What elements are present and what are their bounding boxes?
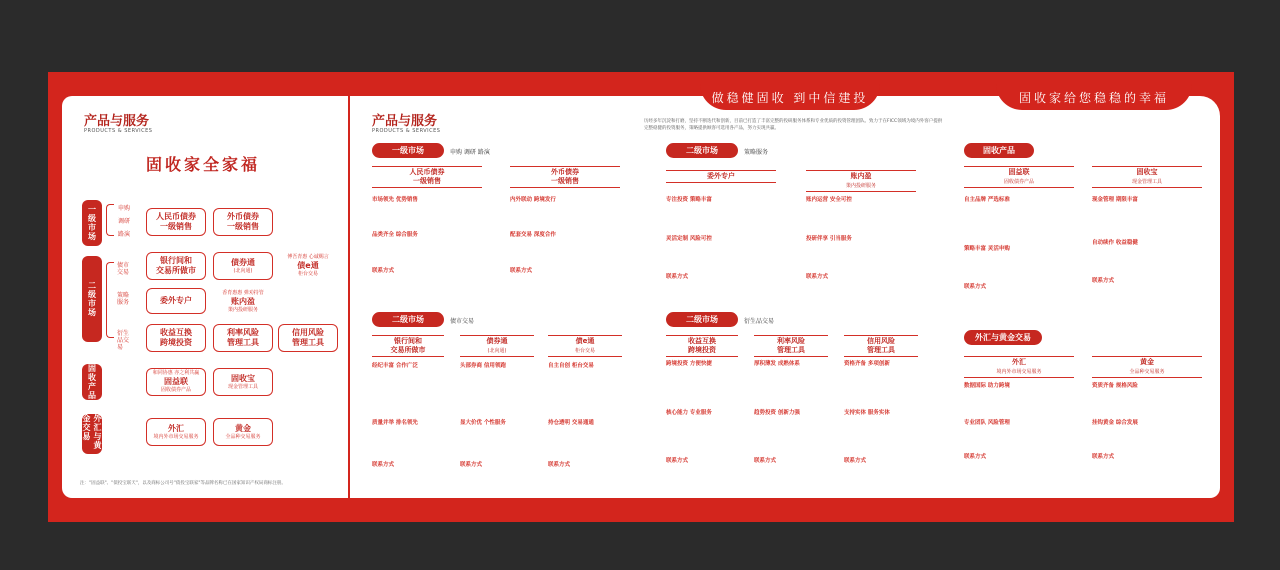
box-bond-link[interactable]: 债券通 (北向通): [213, 252, 273, 280]
cat-fixed: 固收产品: [82, 364, 102, 400]
col-head-outsource: 委外专户: [666, 170, 776, 183]
box-rate-risk[interactable]: 利率风险 管理工具: [213, 324, 273, 352]
box-income-swap[interactable]: 收益互换 跨境投资: [146, 324, 206, 352]
intro-text: 历经多年沉淀和打磨，坚持不断迭代和创新，目前已打造了丰富完整的投研服务体系和专业优质的投资管理团队。致力于在FICC领域为境内外客户提供完整稳健的投资服务，策略提供顾客可选用各产品，努力实现共赢。: [644, 119, 943, 132]
ribbon-slogan-2: 固收家给您稳稳的幸福: [996, 84, 1192, 110]
tag-secondary-desc: 债市交易: [450, 318, 475, 325]
tag-strategy-desc: 策略服务: [744, 149, 769, 156]
left-title-en: PRODUCTS & SERVICES: [84, 128, 153, 134]
col-head-rate: 利率风险 管理工具: [754, 335, 828, 357]
tag-derivatives: 二级市场: [666, 312, 738, 327]
tag-primary-desc: 申购 调研 路演: [450, 149, 490, 156]
box-zhangxiang[interactable]: 香育惠惠 弹劝持管 账内盈 策内投研服务: [222, 290, 264, 314]
cat-sub: 衍生品交易: [117, 330, 130, 352]
col-head-credit: 信用风险 管理工具: [844, 335, 918, 357]
col-head-rmb: 人民币债券 一级销售: [372, 166, 482, 188]
tag-strategy: 二级市场: [666, 143, 738, 158]
tag-secondary: 二级市场: [372, 312, 444, 327]
col-outsource: 专注投资 策略丰富 灵活定制 风险可控 联系方式: [666, 197, 712, 281]
col-credit: 资格齐备 多项创新 支持实体 服务实体 联系方式: [844, 361, 890, 465]
box-guyi[interactable]: 和同协惠 亦之利共赢 固益联 固收债券产品: [146, 368, 206, 396]
col-head-yiz: 债e通 柜台交易: [548, 335, 622, 357]
tag-primary: 一级市场: [372, 143, 444, 158]
col-head-bondlink: 债券通 (北向通): [460, 335, 534, 357]
brace: [106, 204, 114, 236]
cat-sub: 路演: [118, 231, 131, 238]
col-bondlink: 头部券商 信用领跑 显大价优 个性服务 联系方式: [460, 363, 506, 469]
col-head-swap: 收益互换 跨境投资: [666, 335, 738, 357]
cat-secondary: 二级市场: [82, 256, 102, 342]
tag-fxgold: 外汇与黄金交易: [964, 330, 1042, 345]
col-head-fxtrade: 外汇 境内外市场交易服务: [964, 356, 1074, 378]
brace: [106, 262, 114, 338]
box-gold[interactable]: 黄金 全品种交易服务: [213, 418, 273, 446]
cat-sub: 策略服务: [117, 292, 130, 307]
col-swap: 跨境投资 方便快捷 核心能力 专业服务 联系方式: [666, 361, 712, 465]
cat-primary: 一级市场: [82, 200, 102, 246]
footnote: 注："固益联"、"债投宝联天"，以及商标公司号"债投宝联家"等品牌名称已在国家知识产权局商标注册。: [80, 481, 286, 486]
col-yiz: 自主自创 柜台交易 持仓透明 交易通通 联系方式: [548, 363, 594, 469]
box-rmb-bond[interactable]: 人民币债券 一级销售: [146, 208, 206, 236]
col-fx: 内外联动 跨境发行 配套交易 深度合作 联系方式: [510, 197, 556, 275]
col-head-gold: 黄金 全品种交易服务: [1092, 356, 1202, 378]
right-title: 产品与服务: [372, 114, 438, 129]
col-rmb: 市场领先 优势销售 品类齐全 综合服务 联系方式: [372, 197, 418, 275]
right-title-en: PRODUCTS & SERVICES: [372, 128, 441, 134]
col-rate: 厚积薄发 成熟体系 趋势投资 创新力强 联系方式: [754, 361, 800, 465]
col-gold: 资质齐备 规格风险 挂钩黄金 综合发展 联系方式: [1092, 383, 1138, 461]
col-head-guyi: 固益联 固收债券产品: [964, 166, 1074, 188]
cat-sub: 申购: [118, 205, 131, 212]
cat-sub: 调研: [118, 218, 131, 225]
cat-fxgold: 外汇与黄金交易: [82, 414, 102, 454]
col-head-fx: 外币债券 一级销售: [510, 166, 620, 188]
box-outsource[interactable]: 委外专户: [146, 288, 206, 314]
box-credit-risk[interactable]: 信用风险 管理工具: [278, 324, 338, 352]
tag-fixed: 固收产品: [964, 143, 1034, 158]
ribbon-slogan-1: 做稳健固收 到中信建投: [700, 84, 880, 110]
cat-sub: 债市交易: [117, 262, 130, 277]
box-fx[interactable]: 外汇 境内外市场交易服务: [146, 418, 206, 446]
col-head-bank: 银行间和 交易所做市: [372, 335, 444, 357]
box-guxin[interactable]: 固收宝 现金管理工具: [213, 368, 273, 396]
col-guyi: 自主品牌 严选标准 策略丰富 灵活申购 联系方式: [964, 197, 1010, 291]
col-zhangxiang: 账内运营 安全可控 投研伴享 引当服务 联系方式: [806, 197, 852, 281]
tag-derivatives-desc: 衍生品交易: [744, 318, 775, 325]
family-slogan: 固收家全家福: [146, 155, 261, 174]
left-title: 产品与服务: [84, 114, 150, 129]
col-guxin: 现金管理 期限丰富 自动续作 收益稳健 联系方式: [1092, 197, 1138, 285]
col-head-guxin: 固收宝 现金管理工具: [1092, 166, 1202, 188]
box-fx-bond[interactable]: 外币债券 一级销售: [213, 208, 273, 236]
col-head-zhangxiang: 账内盈 策内投研服务: [806, 170, 916, 192]
box-yiz[interactable]: 傅吾青惠 心诚赐言 债e通 柜台交易: [287, 254, 329, 278]
box-bank-trade[interactable]: 银行间和 交易所做市: [146, 252, 206, 280]
col-fxtrade: 数据国际 助力跨境 专业团队 风险管理 联系方式: [964, 383, 1010, 461]
col-bank: 经纪丰富 合作广泛 质量并举 排名领先 联系方式: [372, 363, 418, 469]
